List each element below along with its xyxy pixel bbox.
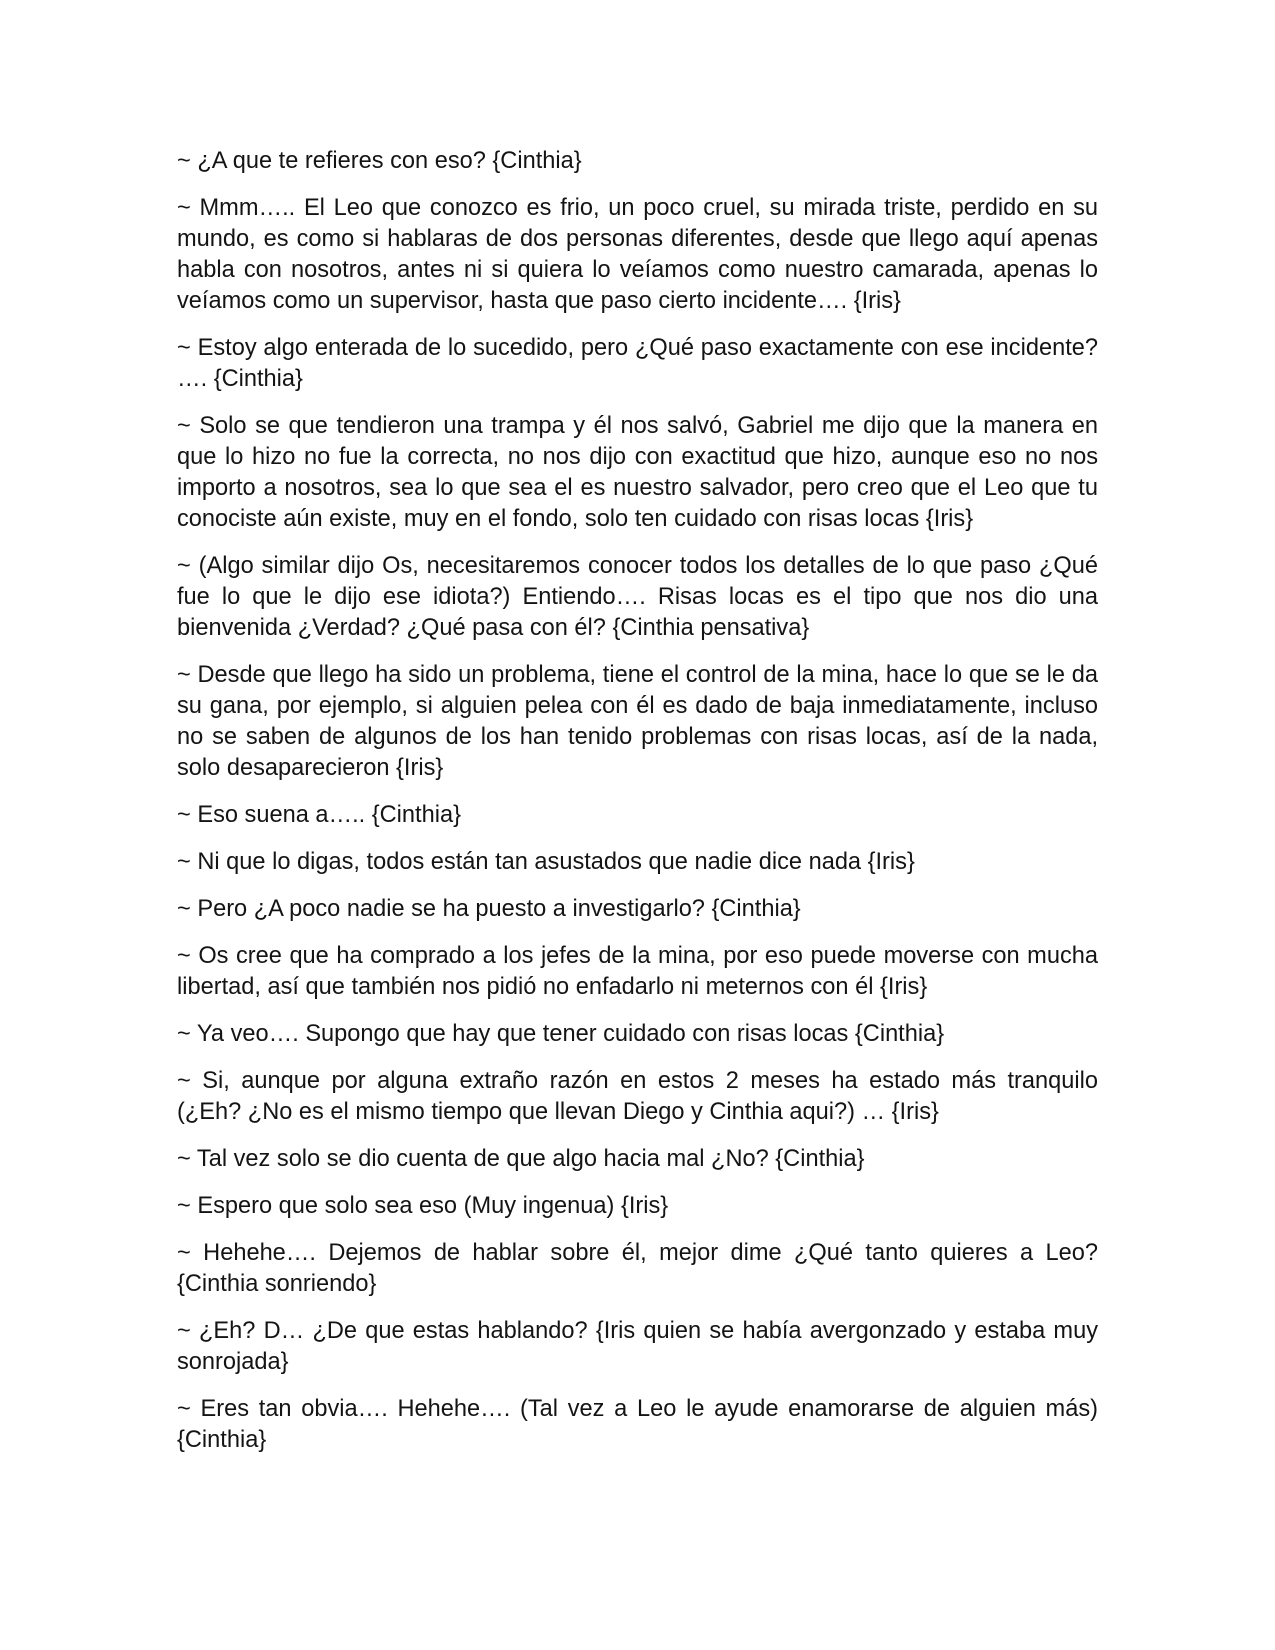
dialogue-paragraph: ~ Hehehe…. Dejemos de hablar sobre él, mejor dime ¿Qué tanto quieres a Leo? {Cinthia sonriendo} — [177, 1240, 1098, 1297]
dialogue-paragraph: ~ Desde que llego ha sido un problema, tiene el control de la mina, hace lo que se le da su gana, por ejemplo, si alguien pelea con él es dado de baja inmediatamente, incluso no se saben de algunos de los han tenido problemas con risas locas, así de la nada, solo desaparecieron {Iris} — [177, 662, 1098, 781]
dialogue-paragraph: ~ (Algo similar dijo Os, necesitaremos conocer todos los detalles de lo que paso ¿Qué fue lo que le dijo ese idiota?) Entiendo…. Risas locas es el tipo que nos dio una bienvenida ¿Verdad? ¿Qué pasa con él? {Cinthia pensativa} — [177, 553, 1098, 641]
dialogue-paragraph: ~ Solo se que tendieron una trampa y él nos salvó, Gabriel me dijo que la manera en que lo hizo no fue la correcta, no nos dijo con exactitud que hizo, aunque eso no nos importo a nosotros, sea lo que sea el es nuestro salvador, pero creo que el Leo que tu conociste aún existe, muy en el fondo, solo ten cuidado con risas locas {Iris} — [177, 413, 1098, 532]
dialogue-paragraph: ~ ¿Eh? D… ¿De que estas hablando? {Iris quien se había avergonzado y estaba muy sonrojada} — [177, 1318, 1098, 1375]
dialogue-paragraph: ~ Estoy algo enterada de lo sucedido, pero ¿Qué paso exactamente con ese incidente? …. {Cinthia} — [177, 335, 1098, 392]
dialogue-paragraph: ~ Si, aunque por alguna extraño razón en estos 2 meses ha estado más tranquilo (¿Eh? ¿No es el mismo tiempo que llevan Diego y Cinthia aqui?) … {Iris} — [177, 1068, 1098, 1125]
dialogue-paragraph: ~ Tal vez solo se dio cuenta de que algo hacia mal ¿No? {Cinthia} — [177, 1146, 865, 1172]
dialogue-paragraph: ~ Eso suena a….. {Cinthia} — [177, 802, 461, 828]
dialogue-paragraph: ~ Espero que solo sea eso (Muy ingenua) {Iris} — [177, 1193, 669, 1219]
dialogue-paragraph: ~ Eres tan obvia…. Hehehe…. (Tal vez a Leo le ayude enamorarse de alguien más) {Cinthia} — [177, 1396, 1098, 1453]
dialogue-paragraph: ~ Pero ¿A poco nadie se ha puesto a investigarlo? {Cinthia} — [177, 896, 801, 922]
dialogue-paragraph: ~ ¿A que te refieres con eso? {Cinthia} — [177, 148, 582, 174]
dialogue-paragraph: ~ Os cree que ha comprado a los jefes de la mina, por eso puede moverse con mucha libertad, así que también nos pidió no enfadarlo ni meternos con él {Iris} — [177, 943, 1098, 1000]
document-page — [177, 146, 1098, 1472]
dialogue-paragraph: ~ Ni que lo digas, todos están tan asustados que nadie dice nada {Iris} — [177, 849, 915, 875]
dialogue-paragraph: ~ Ya veo…. Supongo que hay que tener cuidado con risas locas {Cinthia} — [177, 1021, 945, 1047]
dialogue-paragraph: ~ Mmm….. El Leo que conozco es frio, un poco cruel, su mirada triste, perdido en su mundo, es como si hablaras de dos personas diferentes, desde que llego aquí apenas habla con nosotros, antes ni si quiera lo veíamos como nuestro camarada, apenas lo veíamos como un supervisor, hasta que paso cierto incidente…. {Iris} — [177, 195, 1098, 314]
